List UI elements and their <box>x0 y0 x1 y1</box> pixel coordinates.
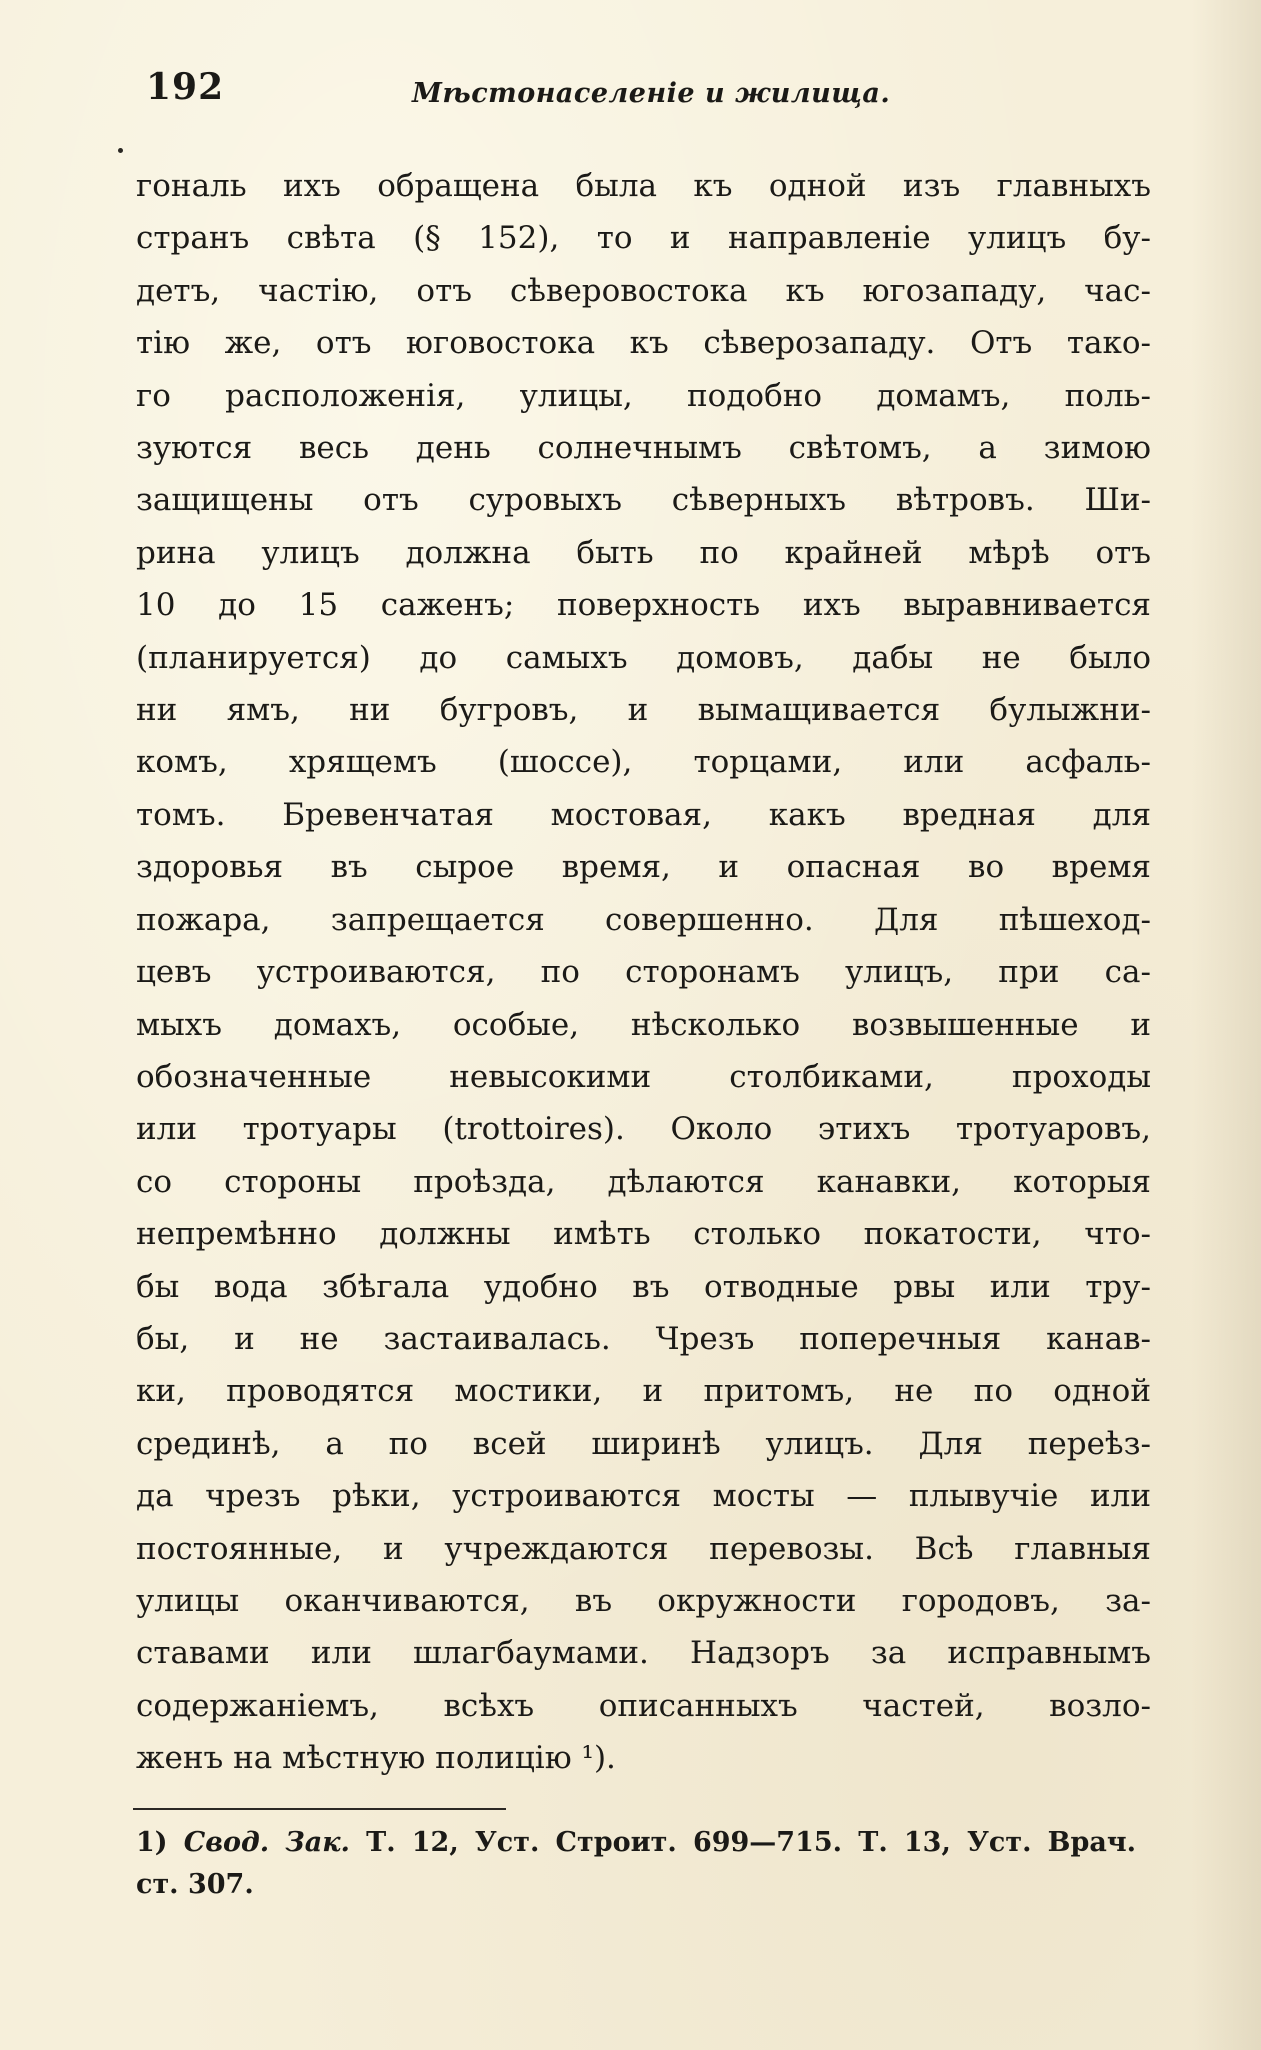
text-line: странъ свѣта (§ 152), то и направленіе улицъ бу- <box>136 220 1151 257</box>
footnote-line: ст. 307. <box>136 1869 254 1900</box>
main-text <box>136 160 1151 1785</box>
text-line: ставами или шлагбаумами. Надзоръ за исправнымъ <box>136 1635 1151 1672</box>
footnote-source: Свод. Зак. <box>183 1827 350 1858</box>
text-line: пожара, запрещается совершенно. Для пѣшеход- <box>136 901 1151 938</box>
ink-speck <box>118 148 123 153</box>
text-line: со стороны проѣзда, дѣлаются канавки, которыя <box>136 1163 1151 1200</box>
text-line: мыхъ домахъ, особые, нѣсколько возвышенные и <box>136 1006 1151 1043</box>
text-line: бы, и не застаивалась. Чрезъ поперечныя канав- <box>136 1320 1151 1357</box>
text-line: рина улицъ должна быть по крайней мѣрѣ отъ <box>136 534 1151 571</box>
footnote <box>136 1822 1136 1906</box>
footnote-divider <box>133 1808 506 1810</box>
text-line: ки, проводятся мостики, и притомъ, не по одной <box>136 1373 1151 1410</box>
text-line: женъ на мѣстную полицію ¹). <box>136 1740 616 1777</box>
text-line: томъ. Бревенчатая мостовая, какъ вредная для <box>136 796 1151 833</box>
page-edge-shadow <box>1191 0 1261 2050</box>
text-line: ни ямъ, ни бугровъ, и вымащивается булыжни- <box>136 692 1151 729</box>
text-line: срединѣ, а по всей ширинѣ улицъ. Для переѣз- <box>136 1425 1151 1462</box>
text-line: или тротуары (trottoires). Около этихъ тротуаровъ, <box>136 1111 1151 1148</box>
footnote-line <box>136 1822 1136 1864</box>
text-line: детъ, частію, отъ сѣверовостока къ югозападу, час- <box>136 272 1151 309</box>
page-number: 192 <box>146 66 225 108</box>
text-line: непремѣнно должны имѣть столько покатости, что- <box>136 1216 1151 1253</box>
text-line: постоянные, и учреждаются перевозы. Всѣ главныя <box>136 1530 1151 1567</box>
text-line: (планируется) до самыхъ домовъ, дабы не было <box>136 639 1151 676</box>
text-line: цевъ устроиваются, по сторонамъ улицъ, при са- <box>136 954 1151 991</box>
text-line: тію же, отъ юговостока къ сѣверозападу. Отъ тако- <box>136 325 1151 362</box>
text-line: улицы оканчиваются, въ окружности городовъ, за- <box>136 1582 1151 1619</box>
text-line: зуются весь день солнечнымъ свѣтомъ, а зимою <box>136 430 1151 467</box>
text-line: обозначенные невысокими столбиками, проходы <box>136 1058 1151 1095</box>
text-line: да чрезъ рѣки, устроиваются мосты — плывучіе или <box>136 1478 1151 1515</box>
text-line: го расположенія, улицы, подобно домамъ, поль- <box>136 377 1151 414</box>
text-line: гональ ихъ обращена была къ одной изъ главныхъ <box>136 168 1151 204</box>
footnote-reference: Т. 12, Уст. Строит. 699—715. Т. 13, Уст. Врач. <box>366 1827 1136 1858</box>
text-line: комъ, хрящемъ (шоссе), торцами, или асфаль- <box>136 744 1151 781</box>
text-line: содержаніемъ, всѣхъ описанныхъ частей, возло- <box>136 1687 1151 1724</box>
text-line: защищены отъ суровыхъ сѣверныхъ вѣтровъ. Ши- <box>136 482 1151 519</box>
text-line: бы вода збѣгала удобно въ отводные рвы или тру- <box>136 1268 1151 1305</box>
running-title: Мѣстонаселеніе и жилища. <box>412 78 891 109</box>
text-line: 10 до 15 саженъ; поверхность ихъ выравнивается <box>136 587 1151 624</box>
footnote-marker: 1) <box>136 1827 168 1858</box>
text-line: здоровья въ сырое время, и опасная во время <box>136 849 1151 886</box>
